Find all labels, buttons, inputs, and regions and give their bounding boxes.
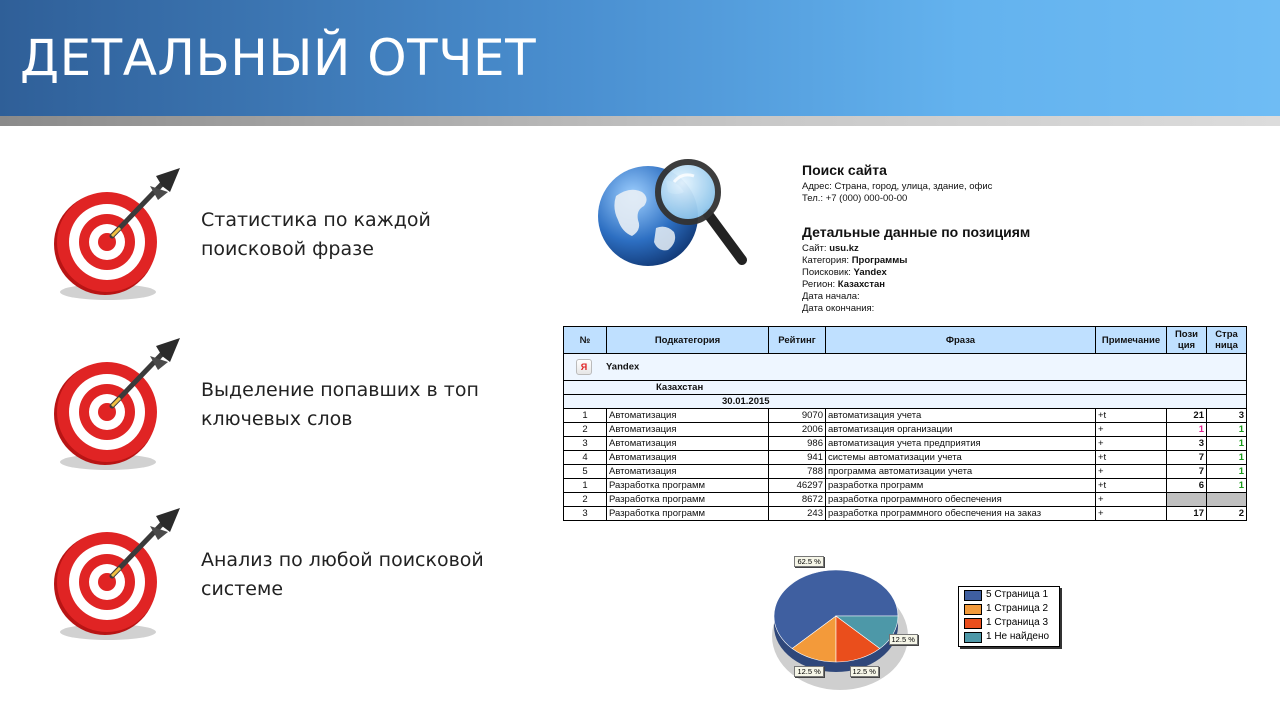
feature-item-3 <box>50 506 520 656</box>
cell-note: + <box>1096 437 1167 451</box>
legend-label: 1 Не найдено <box>986 631 1050 642</box>
header-banner <box>0 0 1280 116</box>
col-header-page: Стра ница <box>1207 327 1247 354</box>
cell-position: 21 <box>1167 409 1207 423</box>
cell-page: 1 <box>1207 451 1247 465</box>
table-row <box>564 465 1247 479</box>
cell-note: +t <box>1096 451 1167 465</box>
feature-text <box>201 376 521 434</box>
cell-note: + <box>1096 507 1167 521</box>
cell-number: 2 <box>564 423 607 437</box>
cell-number: 1 <box>564 479 607 493</box>
table-row <box>564 507 1247 521</box>
page-title: ДЕТАЛЬНЫЙ ОТЧЕТ <box>20 29 537 87</box>
cell-phrase: программа автоматизации учета <box>826 465 1096 479</box>
cell-note: +t <box>1096 409 1167 423</box>
cell-rating: 941 <box>769 451 826 465</box>
category-label: Категория: <box>802 255 850 266</box>
feature-line: системе <box>201 578 284 600</box>
site-line <box>802 243 1030 255</box>
address-text: Адрес: Страна, город, улица, здание, офис <box>802 181 993 192</box>
engine-value: Yandex <box>853 267 887 278</box>
cell-subcategory: Автоматизация <box>607 409 769 423</box>
positions-table <box>563 326 1247 521</box>
header-divider <box>0 116 1280 126</box>
region-cell: Казахстан <box>564 381 1247 395</box>
date-cell: 30.01.2015 <box>564 395 1247 409</box>
feature-line: поисковой фразе <box>201 238 374 260</box>
globe-magnifier-icon <box>596 158 756 273</box>
legend-swatch <box>964 618 982 629</box>
cell-position: 6 <box>1167 479 1207 493</box>
cell-phrase: разработка программного обеспечения на заказ <box>826 507 1096 521</box>
report-title: Поиск сайта <box>802 162 887 178</box>
table-header-row <box>564 327 1247 354</box>
table-row <box>564 451 1247 465</box>
feature-item-2 <box>50 336 520 486</box>
phone-text: Тел.: +7 (000) 000-00-00 <box>802 193 908 204</box>
cell-note: +t <box>1096 479 1167 493</box>
cell-phrase: автоматизация организации <box>826 423 1096 437</box>
legend-swatch <box>964 604 982 615</box>
category-value: Программы <box>851 255 908 266</box>
col-header-phrase: Фраза <box>826 327 1096 354</box>
cell-rating: 8672 <box>769 493 826 507</box>
engine-name: Yandex <box>606 361 640 373</box>
cell-rating: 243 <box>769 507 826 521</box>
cell-number: 3 <box>564 437 607 451</box>
cell-page: 2 <box>1207 507 1247 521</box>
col-header-note: Примечание <box>1096 327 1167 354</box>
cell-number: 1 <box>564 409 607 423</box>
cell-number: 4 <box>564 451 607 465</box>
target-dart-icon <box>50 166 190 306</box>
cell-phrase: разработка программ <box>826 479 1096 493</box>
cell-phrase: системы автоматизации учета <box>826 451 1096 465</box>
details-block <box>802 224 1030 315</box>
region-line <box>802 279 1030 291</box>
feature-line: Выделение попавших в топ <box>201 379 479 401</box>
cell-position: 3 <box>1167 437 1207 451</box>
cell-subcategory: Автоматизация <box>607 437 769 451</box>
cell-subcategory: Разработка программ <box>607 493 769 507</box>
pie-percent-label: 62.5 % <box>794 556 823 567</box>
site-label: Сайт: <box>802 243 827 254</box>
cell-page: 3 <box>1207 409 1247 423</box>
col-header-rating: Рейтинг <box>769 327 826 354</box>
cell-subcategory: Автоматизация <box>607 451 769 465</box>
region-group-row <box>564 381 1247 395</box>
site-value: usu.kz <box>829 243 859 254</box>
pie-legend <box>958 586 1060 647</box>
date-group-row <box>564 395 1247 409</box>
target-dart-icon <box>50 336 190 476</box>
cell-page: 1 <box>1207 423 1247 437</box>
cell-number: 5 <box>564 465 607 479</box>
cell-position: 1 <box>1167 423 1207 437</box>
engine-group-row <box>564 354 1247 381</box>
legend-item <box>959 616 1059 630</box>
legend-swatch <box>964 632 982 643</box>
feature-item-1 <box>50 166 520 316</box>
cell-number: 2 <box>564 493 607 507</box>
pie-percent-label: 12.5 % <box>889 634 918 645</box>
cell-page: 1 <box>1207 437 1247 451</box>
cell-position <box>1167 493 1207 507</box>
cell-rating: 986 <box>769 437 826 451</box>
cell-position: 17 <box>1167 507 1207 521</box>
cell-subcategory: Автоматизация <box>607 465 769 479</box>
details-title: Детальные данные по позициям <box>802 224 1031 240</box>
report-contact-block <box>802 162 992 205</box>
legend-item <box>959 588 1059 602</box>
feature-text <box>201 546 521 604</box>
legend-item <box>959 602 1059 616</box>
legend-label: 1 Страница 2 <box>986 603 1049 614</box>
cell-note: + <box>1096 465 1167 479</box>
legend-swatch <box>964 590 982 601</box>
date-end-line: Дата окончания: <box>802 303 875 314</box>
cell-note: + <box>1096 423 1167 437</box>
cell-page: 1 <box>1207 479 1247 493</box>
feature-line: Анализ по любой поисковой <box>201 549 484 571</box>
legend-item <box>959 630 1059 644</box>
feature-text <box>201 206 521 264</box>
cell-rating: 46297 <box>769 479 826 493</box>
table-row <box>564 479 1247 493</box>
cell-rating: 9070 <box>769 409 826 423</box>
engine-group-cell <box>564 354 1247 381</box>
cell-note: + <box>1096 493 1167 507</box>
cell-rating: 2006 <box>769 423 826 437</box>
cell-phrase: автоматизация учета предприятия <box>826 437 1096 451</box>
cell-subcategory: Разработка программ <box>607 507 769 521</box>
category-line <box>802 255 1030 267</box>
cell-phrase: разработка программного обеспечения <box>826 493 1096 507</box>
cell-subcategory: Разработка программ <box>607 479 769 493</box>
region-value: Казахстан <box>837 279 885 290</box>
legend-label: 5 Страница 1 <box>986 589 1049 600</box>
yandex-icon: Я <box>576 359 592 375</box>
cell-position: 7 <box>1167 451 1207 465</box>
cell-page: 1 <box>1207 465 1247 479</box>
date-start-line: Дата начала: <box>802 291 860 302</box>
col-header-position: Пози ция <box>1167 327 1207 354</box>
table-row <box>564 493 1247 507</box>
cell-page <box>1207 493 1247 507</box>
region-label: Регион: <box>802 279 836 290</box>
cell-number: 3 <box>564 507 607 521</box>
col-header-number: № <box>564 327 607 354</box>
table-row <box>564 437 1247 451</box>
pie-percent-label: 12.5 % <box>794 666 823 677</box>
col-header-subcategory: Подкатегория <box>607 327 769 354</box>
cell-phrase: автоматизация учета <box>826 409 1096 423</box>
engine-label: Поисковик: <box>802 267 851 278</box>
table-row <box>564 409 1247 423</box>
pie-percent-label: 12.5 % <box>850 666 879 677</box>
engine-line <box>802 267 1030 279</box>
cell-subcategory: Автоматизация <box>607 423 769 437</box>
feature-line: Статистика по каждой <box>201 209 431 231</box>
legend-label: 1 Страница 3 <box>986 617 1049 628</box>
target-dart-icon <box>50 506 190 646</box>
cell-rating: 788 <box>769 465 826 479</box>
feature-line: ключевых слов <box>201 408 353 430</box>
cell-position: 7 <box>1167 465 1207 479</box>
table-row <box>564 423 1247 437</box>
